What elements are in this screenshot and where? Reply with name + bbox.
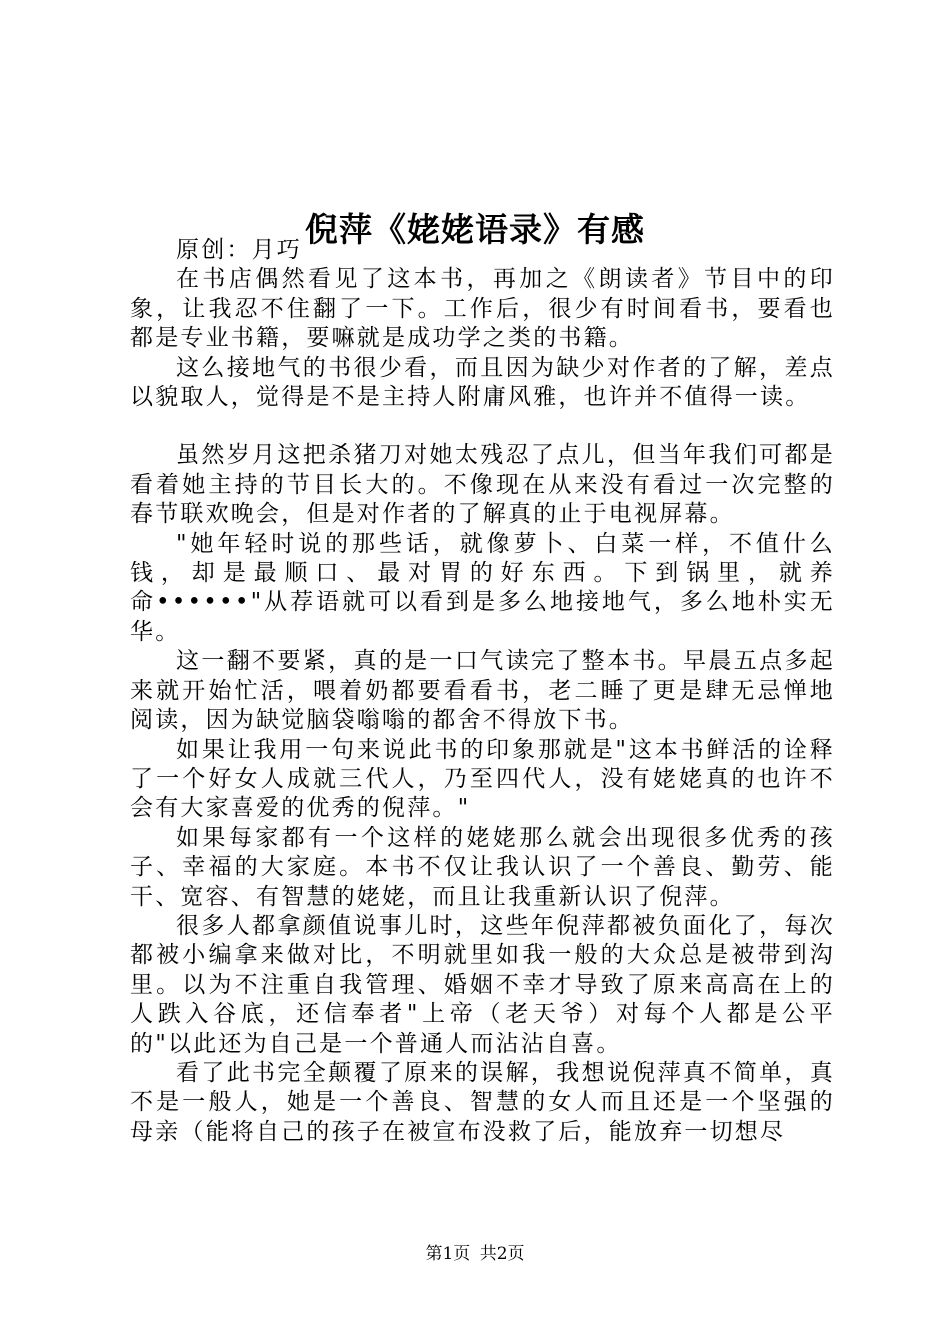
paragraph: 如果让我用一句来说此书的印象那就是"这本书鲜活的诠释了一个好女人成就三代人，乃至四代人，没有姥姥真的也许不会有大家喜爱的优秀的倪萍。" <box>130 736 835 822</box>
paragraph: "她年轻时说的那些话，就像萝卜、白菜一样，不值什么钱，却是最顺口、最对胃的好东西。下到锅里，就养 <box>130 530 835 587</box>
paragraph: 这么接地气的书很少看，而且因为缺少对作者的了解，差点以貌取人，觉得是不是主持人附庸风雅，也许并不值得一读。 <box>130 354 835 411</box>
page-total: 共2页 <box>479 1244 525 1264</box>
page-number: 第1页 <box>425 1244 471 1264</box>
page-footer <box>0 1242 950 1266</box>
paragraph-continuation: 命••••••"从荐语就可以看到是多么地接地气，多么地朴实无华。 <box>130 589 835 645</box>
byline: 原创：月巧 <box>176 237 302 263</box>
paragraph: 虽然岁月这把杀猪刀对她太残忍了点儿，但当年我们可都是看着她主持的节目长大的。不像现在从来没有看过一次完整的春节联欢晚会，但是对作者的了解真的止于电视屏幕。 <box>130 442 835 528</box>
document-body <box>130 236 835 1147</box>
paragraph: 在书店偶然看见了这本书，再加之《朗读者》节目中的印象，让我忍不住翻了一下。工作后，很少有时间看书，要看也都是专业书籍，要嘛就是成功学之类的书籍。 <box>130 266 835 352</box>
paragraph: 很多人都拿颜值说事儿时，这些年倪萍都被负面化了，每次都被小编拿来做对比，不明就里如我一般的大众总是被带到沟里。以为不注重自我管理、婚姻不幸才导致了原来高高在上的人跌入谷底，还信奉者"上帝（老天爷）对每个人都是公平的"以此还为自己是一个普通人而沾沾自喜。 <box>130 912 835 1057</box>
document-title: 倪萍《姥姥语录》有感 <box>305 210 645 250</box>
paragraph: 这一翻不要紧，真的是一口气读完了整本书。早晨五点多起来就开始忙活，喂着奶都要看看书，老二睡了更是肆无忌惮地阅读，因为缺觉脑袋嗡嗡的都舍不得放下书。 <box>130 648 835 734</box>
paragraph: 看了此书完全颠覆了原来的误解，我想说倪萍真不简单，真不是一般人，她是一个善良、智慧的女人而且还是一个坚强的母亲（能将自己的孩子在被宣布没救了后，能放弃一切想尽 <box>130 1059 835 1145</box>
paragraph: 如果每家都有一个这样的姥姥那么就会出现很多优秀的孩子、幸福的大家庭。本书不仅让我认识了一个善良、勤劳、能干、宽容、有智慧的姥姥，而且让我重新认识了倪萍。 <box>130 824 835 910</box>
